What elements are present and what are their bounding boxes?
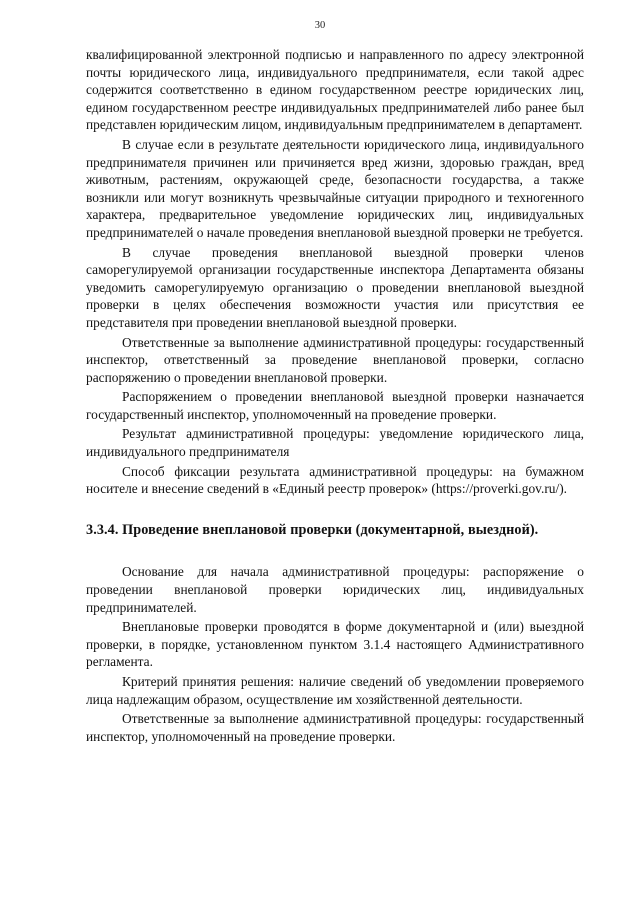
paragraph: Критерий принятия решения: наличие сведений об уведомлении проверяемого лица надлежащим образом, осуществление им хозяйственной деятельности. <box>86 674 584 707</box>
paragraph: Основание для начала административной процедуры: распоряжение о проведении внеплановой проверки юридических лиц, индивидуальных предпринимателей. <box>86 564 584 615</box>
paragraph: Результат административной процедуры: уведомление юридического лица, индивидуального предпринимателя <box>86 426 584 460</box>
page-content <box>86 46 584 747</box>
page-number: 30 <box>314 20 326 31</box>
paragraph: В случае проведения внеплановой выездной проверки членов саморегулируемой организации государственные инспектора Департамента обязаны уведомить саморегулируемую организацию о проведении внеплановой выездной проверки в целях обеспечения возможности участия или присутствия ее представителя при проведении внеплановой выездной проверки. <box>86 244 584 330</box>
paragraph: Способ фиксации результата административной процедуры: на бумажном носителе и внесение сведений в «Единый реестр проверок» (https://proverki.gov.ru/). <box>86 463 584 497</box>
paragraph: Ответственные за выполнение административной процедуры: государственный инспектор, уполномоченный на проведение проверки. <box>86 711 584 744</box>
paragraph: Ответственные за выполнение административной процедуры: государственный инспектор, ответственный за проведение внеплановой проверки, согласно распоряжению о проведении внеплановой проверки. <box>86 334 584 385</box>
paragraph: Внеплановые проверки проводятся в форме документарной и (или) выездной проверки, в порядке, установленном пунктом 3.1.4 настоящего Административного регламента. <box>86 619 584 670</box>
paragraph: квалифицированной электронной подписью и направленного по адресу электронной почты юридического лица, индивидуального предпринимателя, если такой адрес содержится соответственно в едином государственном реестре юридических лиц, едином государственном реестре индивидуальных предпринимателей либо ранее был представлен юридическим лицом, индивидуальным предпринимателем в департамент. <box>86 47 584 133</box>
paragraph: В случае если в результате деятельности юридического лица, индивидуального предпринимателя причинен или причиняется вред жизни, здоровью граждан, вред животным, растениям, окружающей среде, безопасности государства, а также возникли или могут возникнуть чрезвычайные ситуации природного и техногенного характера, предварительное уведомление юридических лиц, индивидуальных предпринимателей о начале проведения внеплановой выездной проверки не требуется. <box>86 136 584 240</box>
section-heading: 3.3.4. Проведение внеплановой проверки (документарной, выездной). <box>86 521 539 538</box>
paragraph: Распоряжением о проведении внеплановой выездной проверки назначается государственный инспектор, уполномоченный на проведение проверки. <box>86 389 584 422</box>
